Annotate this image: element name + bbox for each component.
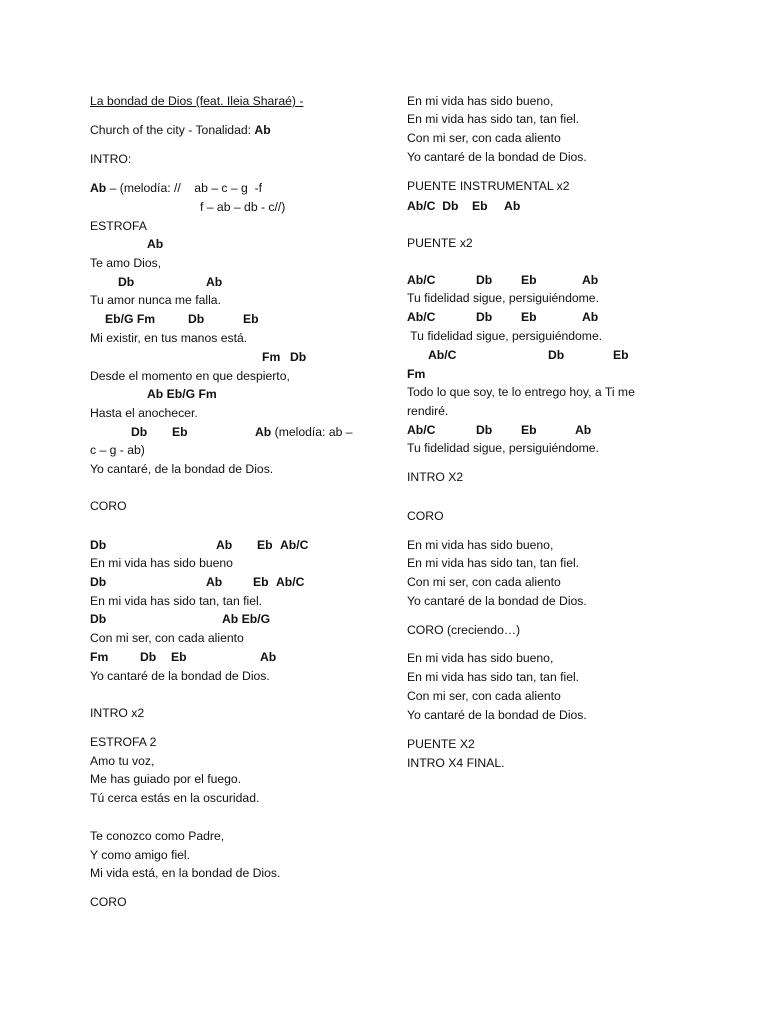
chord: Eb [171, 650, 187, 664]
chord: Eb [253, 575, 269, 589]
chord: Db [90, 575, 107, 589]
chord: Ab/C [407, 273, 436, 287]
chord: Ab [260, 650, 277, 664]
lyric-line: rendiré. [407, 404, 449, 418]
lyric-line: En mi vida has sido tan, tan fiel. [407, 112, 580, 126]
section-label-puente: PUENTE x2 [407, 236, 473, 250]
lyric-line: Todo lo que soy, te lo entrego hoy, a Ti me [407, 385, 635, 399]
lyric-line: Yo cantaré de la bondad de Dios. [407, 594, 587, 608]
section-label-puente-instrumental: PUENTE INSTRUMENTAL x2 [407, 179, 570, 193]
lyric-line: En mi vida has sido bueno, [407, 538, 554, 552]
melody-note: (melodía: ab – [271, 425, 353, 439]
chord: Db [476, 273, 493, 287]
lyric-line: Mi vida está, en la bondad de Dios. [90, 866, 281, 880]
key-chord: Ab [254, 123, 271, 137]
lyric-line: Hasta el anochecer. [90, 406, 198, 420]
section-label-estrofa: ESTROFA [90, 219, 147, 233]
chord: Ab/C [407, 423, 436, 437]
chord: Fm [262, 350, 281, 364]
chord: Ab [90, 181, 107, 195]
lyric-line: Tu fidelidad sigue, persiguiéndome. [407, 291, 599, 305]
lyric-line: Mi existir, en tus manos está. [90, 331, 248, 345]
chord: Eb [172, 425, 188, 439]
chord: Ab [575, 423, 592, 437]
chord: Ab [206, 275, 223, 289]
chord-progression: Ab/C Db Eb Ab [407, 199, 521, 213]
song-title: La bondad de Dios (feat. Ileia Sharaé) - [90, 94, 304, 108]
chord: Eb [243, 312, 259, 326]
lyric-line: Con mi ser, con cada aliento [407, 689, 561, 703]
lyric-line: Yo cantaré de la bondad de Dios. [90, 669, 270, 683]
lyric-line: Con mi ser, con cada aliento [90, 631, 244, 645]
lyric-line: Te conozco como Padre, [90, 829, 225, 843]
song-artist-key [90, 123, 271, 138]
lyric-line: Desde el momento en que despierto, [90, 369, 290, 383]
lyric-line: En mi vida has sido tan, tan fiel. [407, 556, 580, 570]
chord: Db [476, 423, 493, 437]
chord: Eb [521, 423, 537, 437]
chord: Ab [255, 425, 272, 439]
chord: Db [140, 650, 157, 664]
section-label-puente-x2: PUENTE X2 [407, 737, 475, 751]
lyric-line: Con mi ser, con cada aliento [407, 575, 561, 589]
lyric-line: En mi vida has sido bueno [90, 556, 233, 570]
section-label-coro: CORO [90, 499, 127, 513]
chord: Eb [613, 348, 629, 362]
lyric-line: Tú cerca estás en la oscuridad. [90, 791, 260, 805]
intro-melody-2: f – ab – db - c//) [200, 200, 286, 214]
intro-line [90, 181, 262, 196]
section-label-intro: INTRO: [90, 152, 132, 166]
chord: Ab/C [276, 575, 305, 589]
lyric-line: Yo cantaré de la bondad de Dios. [407, 150, 587, 164]
lyric-line: Tu amor nunca me falla. [90, 293, 221, 307]
chord: Ab [216, 538, 233, 552]
chord: Ab/C [428, 348, 457, 362]
chord: Db [118, 275, 135, 289]
chord: Ab Eb/G [222, 612, 271, 626]
chord: Eb [521, 310, 537, 324]
lyric-line: Con mi ser, con cada aliento [407, 131, 561, 145]
lyric-line: Me has guiado por el fuego. [90, 772, 242, 786]
section-label-intro-final: INTRO X4 FINAL. [407, 756, 505, 770]
lyric-line: En mi vida has sido tan, tan fiel. [407, 670, 580, 684]
chord: Fm [90, 650, 109, 664]
chord: Ab [582, 273, 599, 287]
chord: Ab [206, 575, 223, 589]
chord: Db [476, 310, 493, 324]
lyric-line: Y como amigo fiel. [90, 848, 191, 862]
chord: Db [290, 350, 307, 364]
lyric-line: Tu fidelidad sigue, persiguiéndome. [407, 329, 603, 343]
melody-continuation: c – g - ab) [90, 443, 145, 457]
lyric-line: Yo cantaré de la bondad de Dios. [407, 708, 587, 722]
section-label-coro-creciendo: CORO (creciendo…) [407, 623, 521, 637]
chord: Db [188, 312, 205, 326]
lyric-line: Amo tu voz, [90, 754, 155, 768]
lyric-line: En mi vida has sido bueno, [407, 651, 554, 665]
section-label-estrofa-2: ESTROFA 2 [90, 735, 157, 749]
chord: Ab [147, 237, 164, 251]
section-label-coro: CORO [407, 509, 444, 523]
section-label-intro-x2: INTRO X2 [407, 470, 464, 484]
chord: Ab Eb/G Fm [147, 387, 217, 401]
chord: Db [548, 348, 565, 362]
chord: Ab [582, 310, 599, 324]
chord: Eb/G Fm [105, 312, 156, 326]
intro-melody: – (melodía: // ab – c – g -f [106, 181, 263, 195]
lyric-line: En mi vida has sido tan, tan fiel. [90, 594, 263, 608]
chord: Ab/C [407, 310, 436, 324]
chord: Fm [407, 367, 426, 381]
lyric-line: Yo cantaré, de la bondad de Dios. [90, 462, 274, 476]
chord: Eb [257, 538, 273, 552]
artist-key-label: Church of the city - Tonalidad: [90, 123, 255, 137]
chord: Ab/C [280, 538, 309, 552]
section-label-intro-x2: INTRO x2 [90, 706, 145, 720]
lyric-line: Tu fidelidad sigue, persiguiéndome. [407, 441, 599, 455]
lyric-line: En mi vida has sido bueno, [407, 94, 554, 108]
section-label-coro: CORO [90, 895, 127, 909]
chord-melody-line [255, 425, 353, 440]
lyric-line: Te amo Dios, [90, 256, 162, 270]
chord: Db [90, 538, 107, 552]
chord: Db [90, 612, 107, 626]
chord: Eb [521, 273, 537, 287]
chord: Db [131, 425, 148, 439]
